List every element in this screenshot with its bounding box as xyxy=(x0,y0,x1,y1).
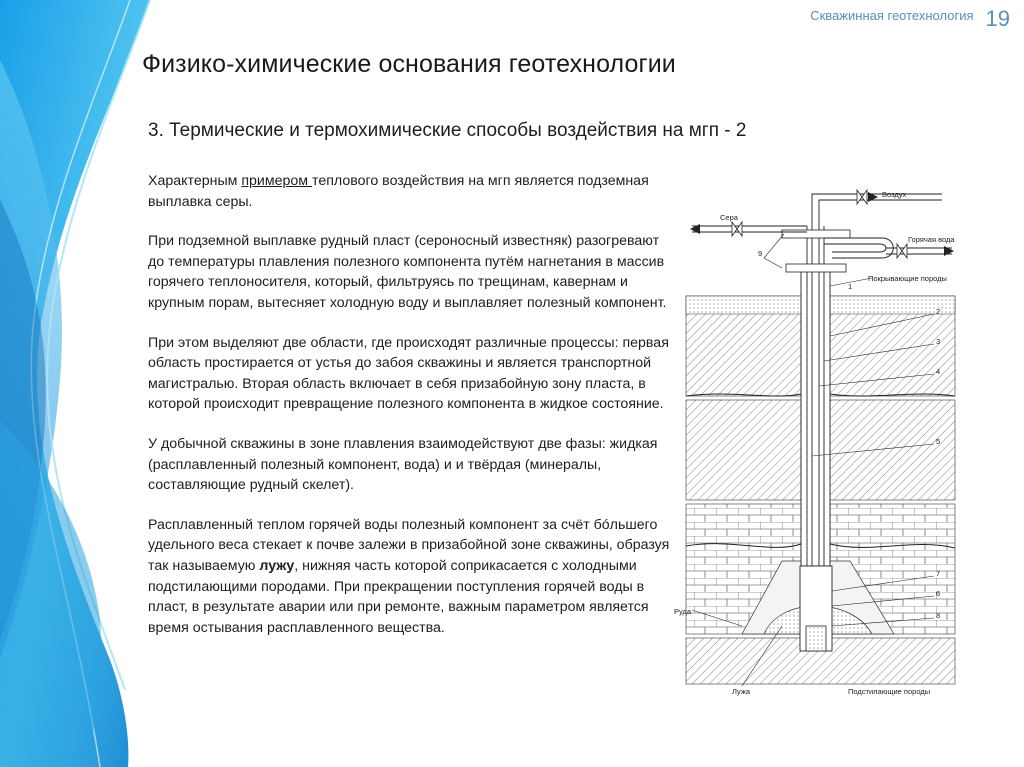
hot-water-pipe xyxy=(824,238,893,258)
well-casing xyxy=(801,266,830,566)
slide-header xyxy=(810,6,1010,32)
label-pool: Лужа xyxy=(732,687,751,696)
callout-9: 9 xyxy=(758,249,763,258)
label-hot-water: Горячая вода xyxy=(908,235,955,244)
label-air: Воздух xyxy=(882,190,907,199)
slide-title: Физико-химические основания геотехнологии xyxy=(142,50,676,78)
callout-7: 7 xyxy=(936,569,941,578)
callout-4: 4 xyxy=(936,367,941,376)
paragraph-2: При подземной выплавке рудный пласт (сероносный известняк) разогревают до температуры плавления полезного компонента путём нагнетания в массив горячего теплоносителя, который, фильтруясь по трещинам, кавернам и крупным порам, вытесняет холодную воду и выплавляет полезный компонент. xyxy=(148,233,667,311)
paragraph-4: У добычной скважины в зоне плавления взаимодействуют две фазы: жидкая (расплавленный полезный компонент, вода) и и твёрдая (минералы, составляющие рудный скелет). xyxy=(148,435,658,494)
bold-term-pool: лужу xyxy=(259,557,295,574)
callout-5: 5 xyxy=(936,437,941,446)
label-overburden: Покрывающие породы xyxy=(868,274,947,283)
paragraph-1: Характерным примером теплового воздействия на мгп является подземная выплавка серы. xyxy=(148,173,649,210)
underlined-example: примером xyxy=(241,173,312,189)
body-text xyxy=(148,171,678,657)
callout-3: 3 xyxy=(936,337,941,346)
callout-8: 8 xyxy=(936,611,941,620)
well-diagram xyxy=(672,186,960,698)
label-ore: Руда xyxy=(674,607,692,616)
paragraph-5: Расплавленный теплом горячей воды полезный компонент за счёт бóльшего удельного веса стекает к почве залежи в призабойной зоне скважины, образуя так называемую лужу, нижняя часть которой соприкасается с холодными подстилающими породами. При прекращении поступления горячей воды в пласт, в результате аварии или при ремонте, важным параметром является время остывания расплавленного вещества. xyxy=(148,516,670,636)
header-subject: Скважинная геотехнология xyxy=(810,8,974,23)
label-sulfur: Сера xyxy=(720,213,738,222)
callout-1-visible: 1 xyxy=(848,282,853,291)
callout-6: 6 xyxy=(936,589,941,598)
page-number: 19 xyxy=(985,6,1010,31)
callout-2: 2 xyxy=(936,307,941,316)
label-underlying: Подстилающие породы xyxy=(848,687,931,696)
section-subtitle: 3. Термические и термохимические способы воздействия на мгп - 2 xyxy=(148,120,747,141)
paragraph-3: При этом выделяют две области, где происходят различные процессы: первая область простирается от устья до забоя скважины и является транспортной магистралью. Вторая область включает в себя призабойную зону пласта, в которой происходит превращение полезного компонента в жидкое состояние. xyxy=(148,334,669,413)
